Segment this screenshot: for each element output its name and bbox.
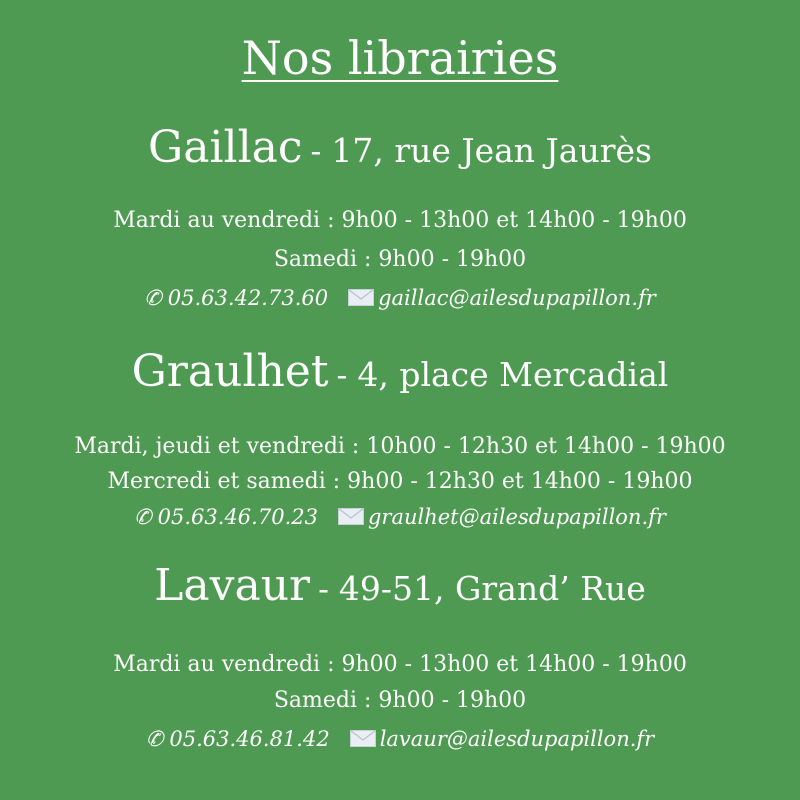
- store-header-lavaur: [0, 560, 800, 611]
- envelope-icon: [348, 289, 374, 306]
- store-hours-line: Mardi, jeudi et vendredi : 10h00 - 12h30 et 14h00 - 19h00: [74, 434, 726, 459]
- store-address: 4, place Mercadial: [357, 355, 669, 394]
- store-email-link[interactable]: lavaur@ailesdupapillon.fr: [379, 727, 655, 751]
- store-separator: -: [310, 132, 322, 170]
- store-hours-line: Mardi au vendredi : 9h00 - 13h00 et 14h00 - 19h00: [113, 208, 687, 233]
- store-name: Gaillac: [148, 122, 303, 173]
- envelope-icon: [338, 508, 364, 525]
- store-header-gaillac: [0, 122, 800, 173]
- store-separator: -: [318, 570, 329, 608]
- store-name: Lavaur: [154, 560, 311, 611]
- store-address: 17, rue Jean Jaurès: [331, 131, 652, 170]
- store-header-graulhet: [0, 346, 800, 397]
- store-contact-lavaur: [0, 724, 800, 754]
- store-email-link[interactable]: gaillac@ailesdupapillon.fr: [378, 286, 656, 310]
- store-phone[interactable]: 05.63.46.70.23: [157, 505, 318, 529]
- store-address: 49-51, Grand’ Rue: [338, 569, 646, 608]
- store-separator: -: [336, 356, 348, 394]
- store-hours-line: Samedi : 9h00 - 19h00: [273, 247, 527, 272]
- phone-icon: ✆: [134, 505, 152, 529]
- store-hours-line: Mardi au vendredi : 9h00 - 13h00 et 14h00 - 19h00: [113, 652, 687, 677]
- store-hours-line: Mercredi et samedi : 9h00 - 12h30 et 14h00 - 19h00: [107, 469, 693, 494]
- store-contact-gaillac: [0, 283, 800, 313]
- store-phone[interactable]: 05.63.42.73.60: [167, 286, 329, 310]
- store-name: Graulhet: [131, 346, 329, 397]
- phone-icon: ✆: [144, 286, 162, 310]
- store-contact-graulhet: [0, 502, 800, 532]
- phone-icon: ✆: [145, 727, 164, 751]
- store-hours-line: Samedi : 9h00 - 19h00: [273, 688, 527, 713]
- store-phone[interactable]: 05.63.46.81.42: [169, 727, 330, 751]
- page-title: Nos librairies: [241, 31, 559, 85]
- envelope-icon: [350, 730, 376, 747]
- store-email-link[interactable]: graulhet@ailesdupapillon.fr: [367, 505, 666, 529]
